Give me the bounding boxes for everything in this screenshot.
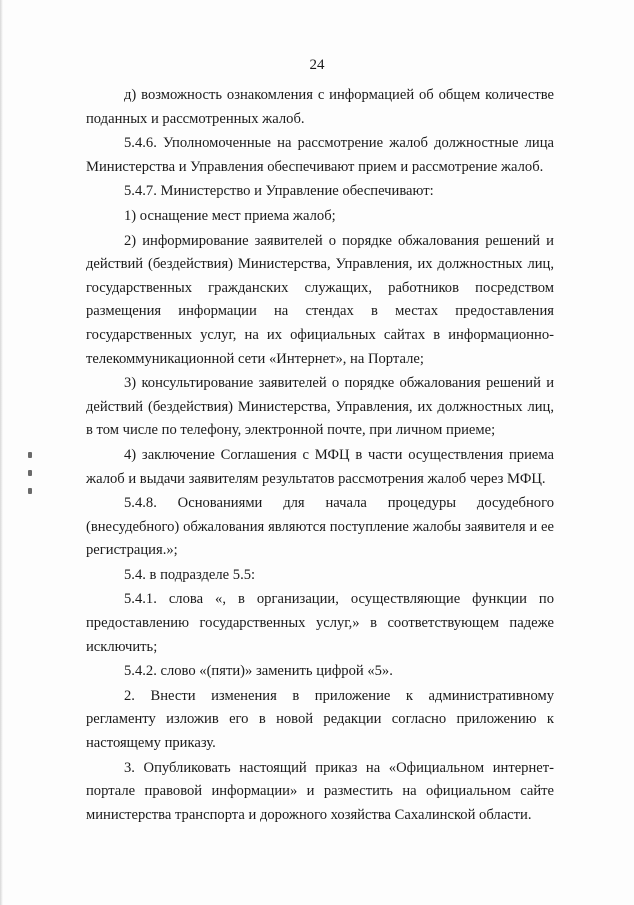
paragraph-5-4-7: 5.4.7. Министерство и Управление обеспечивают: [124,183,434,200]
binding-mark [28,452,32,458]
paragraph-item-4: 4) заключение Соглашения с МФЦ в части осуществления приема жалоб и выдачи заявителям результатов рассмотрения жалоб через МФЦ. [86,446,554,487]
page-number: 24 [309,57,325,73]
paragraph-5-4-2: 5.4.2. слово «(пяти)» заменить цифрой «5». [124,663,393,680]
paragraph-5-4-6: 5.4.6. Уполномоченные на рассмотрение жалоб должностные лица Министерства и Управления обеспечивают прием и рассмотрение жалоб. [86,135,554,175]
paragraph-item-2-amendments: 2. Внести изменения в приложение к административному регламенту изложив его в новой редакции согласно приложению к настоящему приказу. [86,687,554,752]
paragraph-5-4-8: 5.4.8. Основаниями для начала процедуры досудебного (внесудебного) обжалования являются поступление жалобы заявителя и ее регистрация.»; [86,495,554,559]
scan-edge-shadow [0,0,3,905]
paragraph-5-4-subsection: 5.4. в подразделе 5.5: [124,566,256,583]
binding-mark [28,470,32,476]
paragraph-item-3: 3) консультирование заявителей о порядке обжалования решений и действий (бездействия) Министерства, Управления, их должностных лиц, в том числе по телефону, электронной почте, при личном приеме; [86,375,554,439]
paragraph-item-1: 1) оснащение мест приема жалоб; [124,207,336,224]
binding-mark [28,488,32,494]
paragraph-item-2: 2) информирование заявителей о порядке обжалования решений и действий (бездействия) Министерства, Управления, их должностных лиц, государственных гражданских служащих, работников посредством размещения информации на стендах в местах предоставления государственных услуг, на их официальных сайтах в информационно-телекоммуникационной сети «Интернет», на Портале; [86,232,554,367]
paragraph-item-3-publish: 3. Опубликовать настоящий приказ на «Официальном интернет-портале правовой информации» и разместить на официальном сайте министерства транспорта и дорожного хозяйства Сахалинской области. [86,759,554,823]
paragraph-d-information-access: д) возможность ознакомления с информацией об общем количестве поданных и рассмотренных жалоб. [86,87,554,127]
paragraph-5-4-1: 5.4.1. слова «, в организации, осуществляющие функции по предоставлению государственных услуг,» в соответствующем падеже исключить; [86,591,554,655]
document-body [86,84,554,827]
binding-marks [28,452,36,502]
